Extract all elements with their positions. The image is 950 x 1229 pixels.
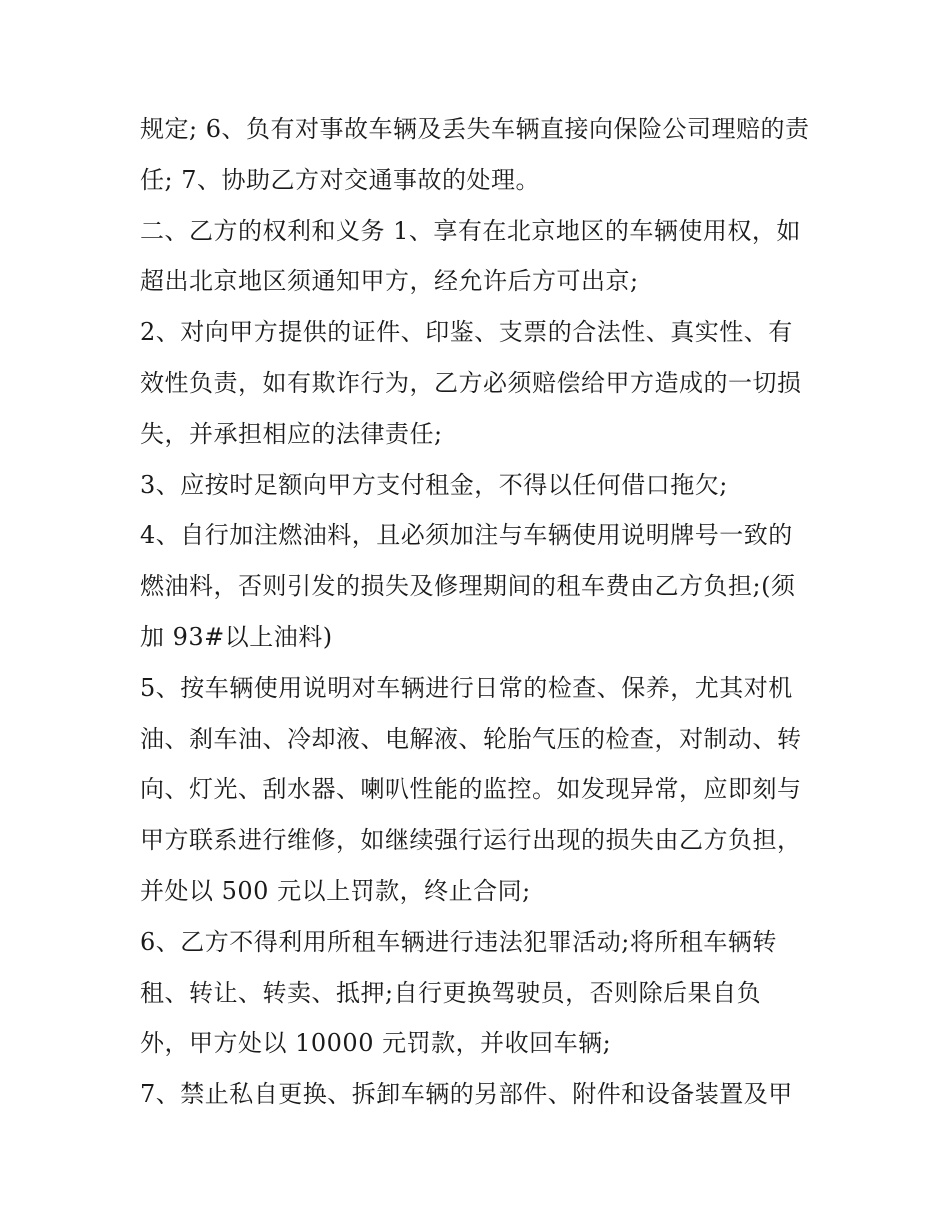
text-line: 超出北京地区须通知甲方，经允许后方可出京; bbox=[140, 267, 639, 296]
text-line: 加 93#以上油料) bbox=[140, 622, 333, 651]
text-line: 油、刹车油、冷却液、电解液、轮胎气压的检查，对制动、转 bbox=[140, 724, 802, 753]
text-line: 3、应按时足额向甲方支付租金，不得以任何借口拖欠; bbox=[140, 470, 728, 499]
text-line: 外，甲方处以 10000 元罚款，并收回车辆; bbox=[140, 1029, 612, 1058]
document-body bbox=[140, 104, 820, 1120]
text-line: 4、自行加注燃油料，且必须加注与车辆使用说明牌号一致的 bbox=[140, 521, 793, 550]
text-line: 6、乙方不得利用所租车辆进行违法犯罪活动;将所租车辆转 bbox=[140, 927, 777, 956]
text-line: 二、乙方的权利和义务 1、享有在北京地区的车辆使用权，如 bbox=[140, 216, 801, 245]
text-line: 7、禁止私自更换、拆卸车辆的另部件、附件和设备装置及甲 bbox=[140, 1080, 793, 1109]
text-line: 2、对向甲方提供的证件、印鉴、支票的合法性、真实性、有 bbox=[140, 318, 793, 347]
text-line: 租、转让、转卖、抵押;自行更换驾驶员，否则除后果自负 bbox=[140, 978, 762, 1007]
text-line: 向、灯光、刮水器、喇叭性能的监控。如发现异常，应即刻与 bbox=[140, 775, 802, 804]
text-line: 5、按车辆使用说明对车辆进行日常的检查、保养，尤其对机 bbox=[140, 673, 793, 702]
text-line: 失，并承担相应的法律责任; bbox=[140, 419, 443, 448]
text-line: 并处以 500 元以上罚款，终止合同; bbox=[140, 876, 531, 905]
text-line: 燃油料，否则引发的损失及修理期间的租车费由乙方负担;(须 bbox=[140, 572, 796, 601]
text-line: 甲方联系进行维修，如继续强行运行出现的损失由乙方负担， bbox=[140, 826, 802, 855]
text-line: 任; 7、协助乙方对交通事故的处理。 bbox=[140, 165, 540, 194]
text-line: 规定; 6、负有对事故车辆及丢失车辆直接向保险公司理赔的责 bbox=[140, 115, 810, 143]
text-line: 效性负责，如有欺诈行为，乙方必须赔偿给甲方造成的一切损 bbox=[140, 368, 802, 397]
